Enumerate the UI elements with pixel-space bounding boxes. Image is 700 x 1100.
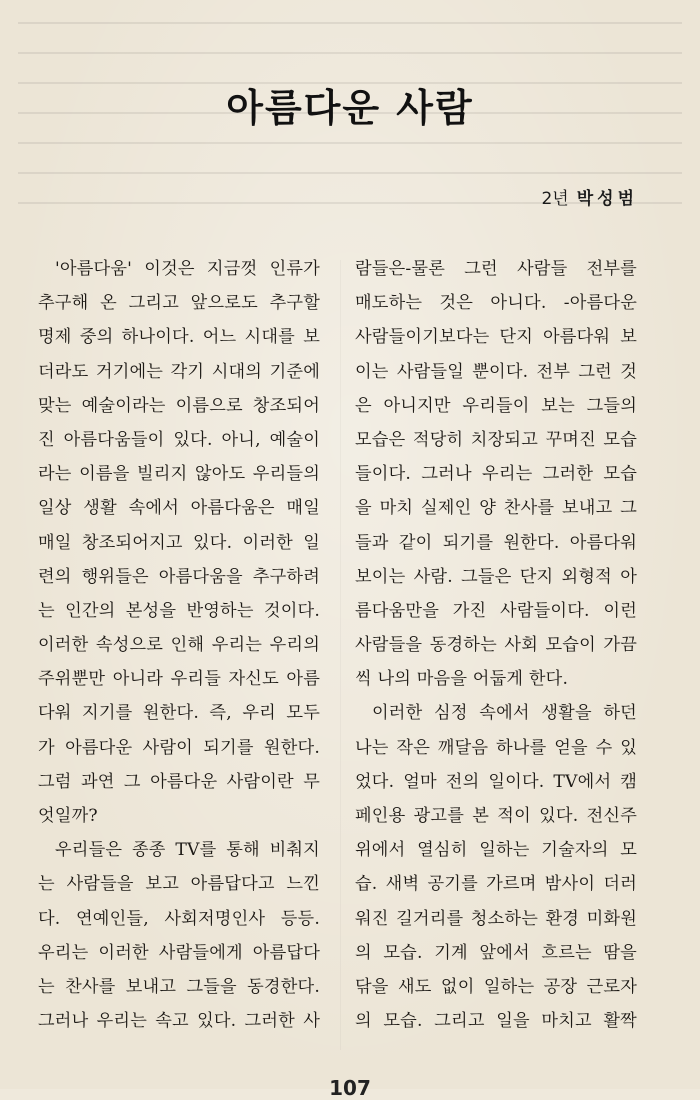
author-byline [541, 184, 638, 209]
text-line: 나는 작은 깨달음 하나를 얻을 수 있 [355, 737, 637, 758]
text-line: 위에서 열심히 일하는 기술자의 모 [355, 840, 637, 861]
text-line: 닦을 새도 없이 일하는 공장 근로자 [355, 976, 637, 997]
text-line: 련의 행위들은 아름다움을 추구하려 [38, 566, 320, 587]
text-line: '아름다움' 이것은 지금껏 인류가 [55, 259, 320, 279]
text-line: 페인용 광고를 본 적이 있다. 전신주 [355, 806, 637, 826]
text-line: 매일 창조되어지고 있다. 이러한 일 [38, 532, 320, 553]
text-line: 매도하는 것은 아니다. -아름다운 [355, 293, 637, 314]
text-line: 그러나 우리는 속고 있다. 그러한 사 [38, 1011, 320, 1032]
text-line: 추구해 온 그리고 앞으로도 추구할 [38, 293, 320, 314]
text-line: 보이는 사람. 그들은 단지 외형적 아 [355, 566, 637, 587]
page-number: 107 [329, 1076, 371, 1100]
text-line: 의 모습. 그리고 일을 마치고 활짝 [355, 1011, 637, 1032]
text-line: 진 아름다움들이 있다. 아니, 예술이 [38, 429, 320, 450]
author-grade: 2년 [541, 189, 569, 209]
text-line: 일상 생활 속에서 아름다움은 매일 [38, 498, 320, 519]
text-line: 이러한 심정 속에서 생활을 하던 [372, 703, 637, 724]
text-line: 습. 새벽 공기를 가르며 밤사이 더러 [355, 874, 637, 895]
text-line: 을 마치 실제인 양 찬사를 보내고 그 [355, 498, 637, 519]
text-line: 더라도 거기에는 각기 시대의 기준에 [38, 361, 320, 382]
text-line: 들이다. 그러나 우리는 그러한 모습 [355, 464, 637, 485]
text-line: 이는 사람들일 뿐이다. 전부 그런 것 [355, 361, 637, 382]
text-line: 가 아름다운 사람이 되기를 원한다. [38, 737, 320, 758]
text-line: 름다움만을 가진 사람들이다. 이런 [355, 600, 637, 621]
text-line: 모습은 적당히 치장되고 꾸며진 모습 [355, 429, 637, 450]
essay-title: 아름다운 사람 [226, 86, 474, 131]
text-line: 명제 중의 하나이다. 어느 시대를 보 [38, 327, 320, 348]
text-line: 주위뿐만 아니라 우리들 자신도 아름 [38, 669, 320, 690]
text-line: 엇일까? [38, 806, 98, 826]
left-text-column [38, 252, 320, 1038]
text-line: 는 찬사를 보내고 그들을 동경한다. [38, 976, 320, 997]
text-line: 의 모습. 기계 앞에서 흐르는 땀을 [355, 942, 637, 963]
text-line: 그럼 과연 그 아름다운 사람이란 무 [38, 771, 320, 792]
text-line: 우리들은 종종 TV를 통해 비춰지 [55, 840, 320, 861]
text-line: 워진 길거리를 청소하는 환경 미화원 [355, 908, 637, 929]
author-name: 박성범 [576, 189, 638, 209]
text-line: 었다. 얼마 전의 일이다. TV에서 캠 [355, 771, 637, 792]
text-line: 사람들을 동경하는 사회 모습이 가끔 [355, 635, 637, 656]
text-line: 는 사람들을 보고 아름답다고 느낀 [38, 874, 320, 895]
column-gutter [340, 260, 341, 1050]
right-text-column [355, 252, 637, 1038]
text-line: 씩 나의 마음을 어둡게 한다. [355, 669, 569, 690]
text-line: 맞는 예술이라는 이름으로 창조되어 [38, 395, 320, 416]
text-line: 우리는 이러한 사람들에게 아름답다 [38, 942, 320, 963]
text-line: 들과 같이 되기를 원한다. 아름다워 [355, 532, 637, 553]
text-line: 다. 연예인들, 사회저명인사 등등. [38, 908, 320, 929]
text-line: 이러한 속성으로 인해 우리는 우리의 [38, 635, 320, 656]
text-line: 다워 지기를 원한다. 즉, 우리 모두 [38, 703, 320, 724]
text-line: 은 아니지만 우리들이 보는 그들의 [355, 395, 637, 416]
text-line: 는 인간의 본성을 반영하는 것이다. [38, 600, 320, 621]
text-line: 람들은-물론 그런 사람들 전부를 [355, 259, 637, 279]
text-line: 사람들이기보다는 단지 아름다워 보 [355, 327, 637, 348]
text-line: 라는 이름을 빌리지 않아도 우리들의 [38, 464, 320, 485]
